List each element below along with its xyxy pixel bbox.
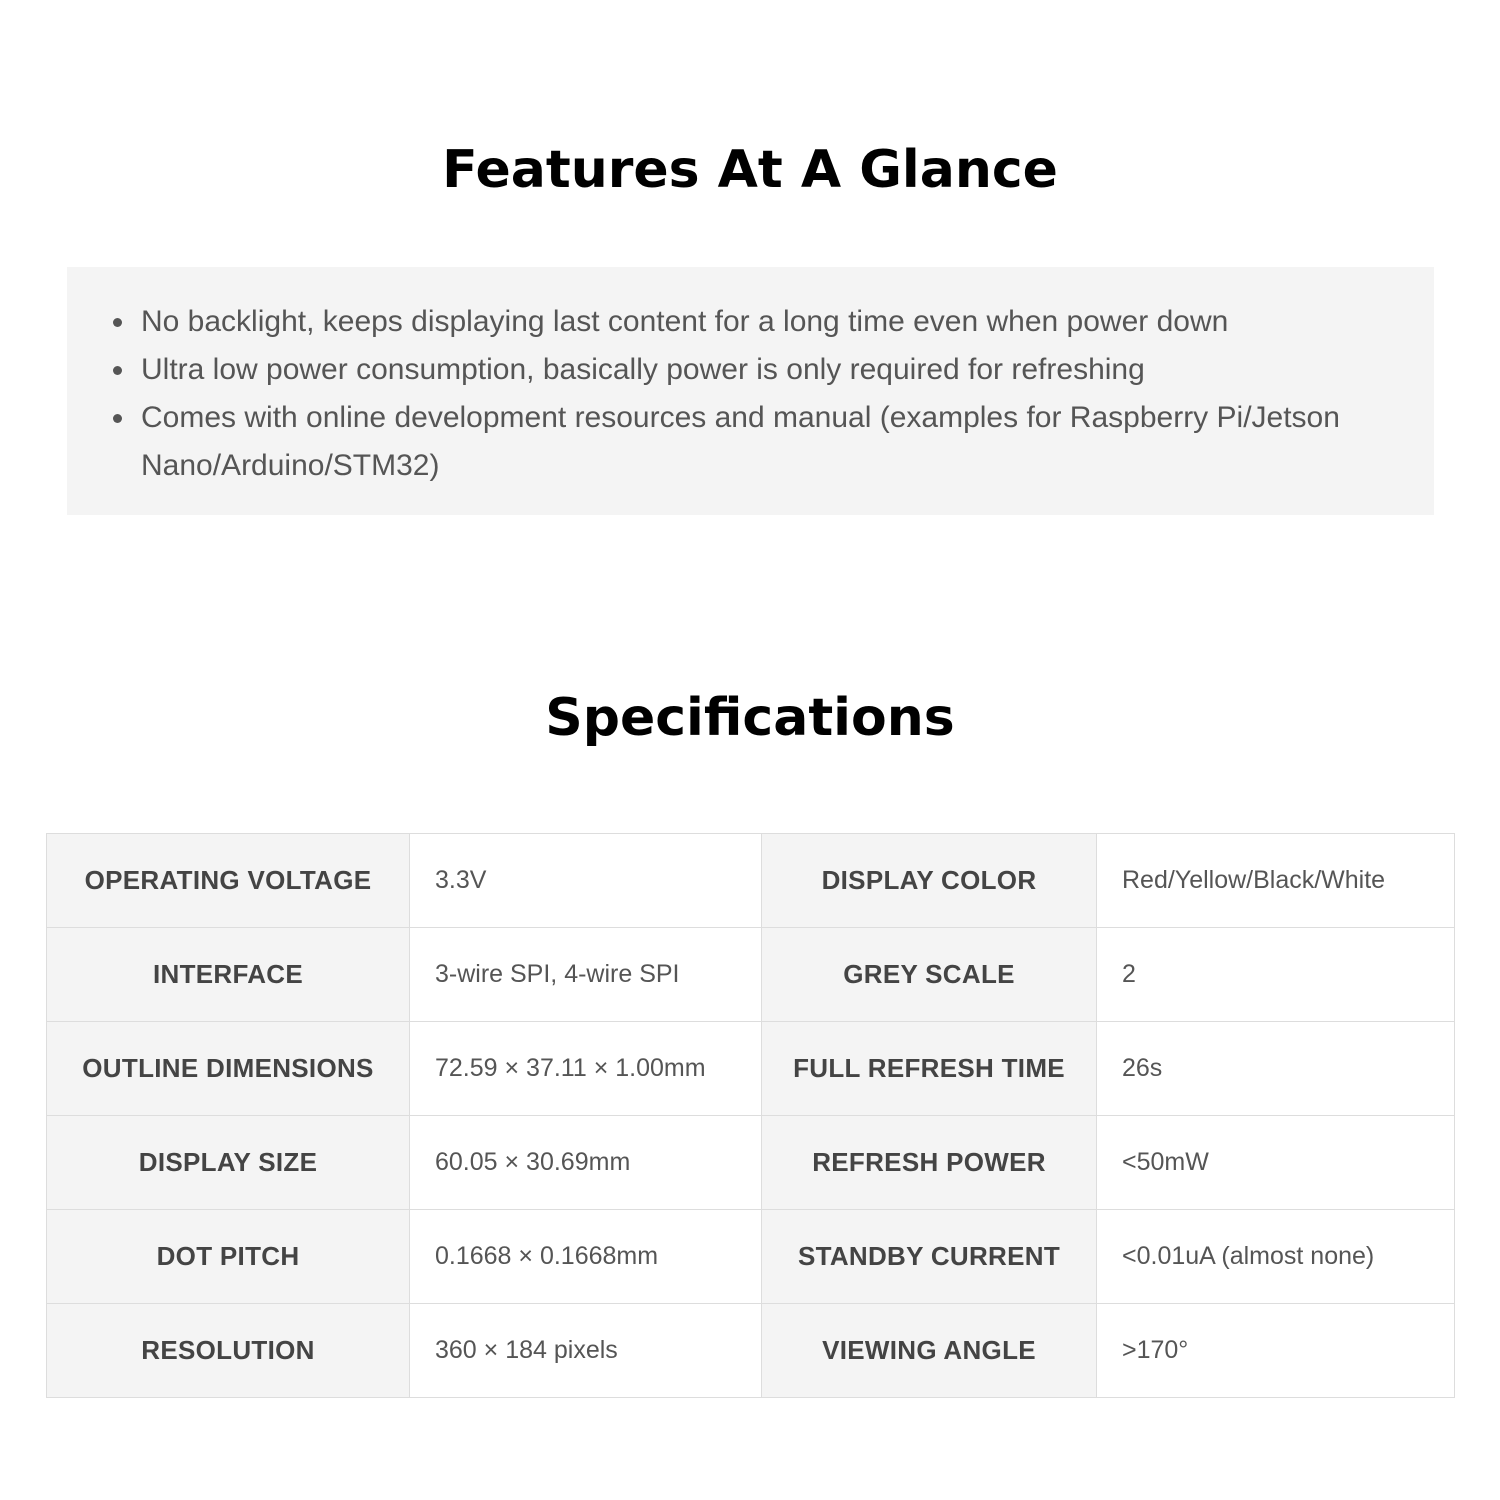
spec-label: GREY SCALE — [762, 928, 1097, 1022]
specifications-table — [46, 833, 1455, 1398]
feature-text: No backlight, keeps displaying last content for a long time even when power down — [141, 305, 1229, 338]
spec-value: 2 — [1097, 928, 1455, 1022]
spec-value: 360 × 184 pixels — [410, 1304, 762, 1398]
spec-label: DISPLAY SIZE — [47, 1116, 410, 1210]
spec-label: STANDBY CURRENT — [762, 1210, 1097, 1304]
bullet-icon — [113, 318, 122, 327]
bullet-icon — [113, 366, 122, 375]
table-row — [47, 1210, 1455, 1304]
spec-label: DOT PITCH — [47, 1210, 410, 1304]
features-title: Features At A Glance — [442, 140, 1058, 200]
spec-value: >170° — [1097, 1304, 1455, 1398]
spec-label: OUTLINE DIMENSIONS — [47, 1022, 410, 1116]
table-row — [47, 928, 1455, 1022]
bullet-icon — [113, 414, 122, 423]
spec-label: INTERFACE — [47, 928, 410, 1022]
spec-value: 72.59 × 37.11 × 1.00mm — [410, 1022, 762, 1116]
feature-text: Comes with online development resources and manual (examples for Raspberry Pi/Jetson Nano/Arduino/STM32) — [141, 401, 1340, 482]
spec-value: 3-wire SPI, 4-wire SPI — [410, 928, 762, 1022]
spec-label: DISPLAY COLOR — [762, 834, 1097, 928]
spec-label: FULL REFRESH TIME — [762, 1022, 1097, 1116]
table-row — [47, 1116, 1455, 1210]
feature-item — [141, 298, 1401, 346]
spec-value: <50mW — [1097, 1116, 1455, 1210]
table-row — [47, 1304, 1455, 1398]
spec-value: <0.01uA (almost none) — [1097, 1210, 1455, 1304]
spec-value: 60.05 × 30.69mm — [410, 1116, 762, 1210]
feature-item — [141, 346, 1401, 394]
features-panel — [67, 267, 1434, 515]
spec-value: 26s — [1097, 1022, 1455, 1116]
features-list — [141, 298, 1401, 490]
specifications-title: Specifications — [545, 688, 955, 748]
feature-text: Ultra low power consumption, basically power is only required for refreshing — [141, 353, 1145, 386]
feature-item — [141, 394, 1401, 490]
spec-label: REFRESH POWER — [762, 1116, 1097, 1210]
spec-label: OPERATING VOLTAGE — [47, 834, 410, 928]
spec-value: 0.1668 × 0.1668mm — [410, 1210, 762, 1304]
spec-value: Red/Yellow/Black/White — [1097, 834, 1455, 928]
spec-label: RESOLUTION — [47, 1304, 410, 1398]
table-row — [47, 1022, 1455, 1116]
spec-value: 3.3V — [410, 834, 762, 928]
spec-label: VIEWING ANGLE — [762, 1304, 1097, 1398]
table-row — [47, 834, 1455, 928]
